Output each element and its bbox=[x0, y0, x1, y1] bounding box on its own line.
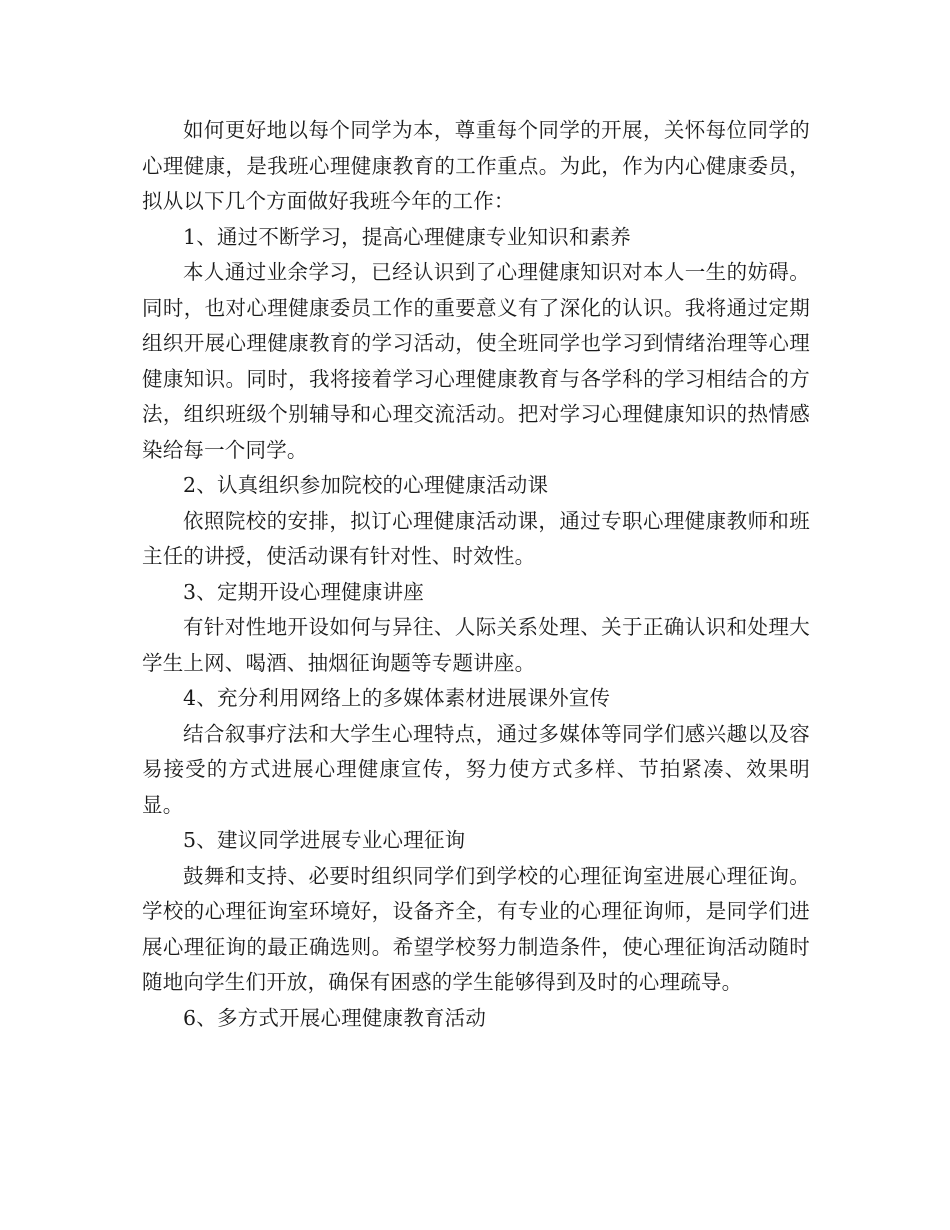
section-heading-4: 4、充分利用网络上的多媒体素材进展课外宣传 bbox=[183, 686, 611, 710]
document-body bbox=[142, 113, 810, 1036]
intro-paragraph: 如何更好地以每个同学为本，尊重每个同学的开展，关怀每位同学的心理健康，是我班心理健康教育的工作重点。为此，作为内心健康委员，拟从以下几个方面做好我班今年的工作： bbox=[142, 118, 810, 213]
section-heading-2: 2、认真组织参加院校的心理健康活动课 bbox=[183, 473, 549, 497]
section-paragraph-5: 鼓舞和支持、必要时组织同学们到学校的心理征询室进展心理征询。学校的心理征询室环境好，设备齐全，有专业的心理征询师，是同学们进展心理征询的最正确选则。希望学校努力制造条件，使心理征询活动随时随地向学生们开放，确保有困惑的学生能够得到及时的心理疏导。 bbox=[142, 863, 810, 994]
section-heading-5: 5、建议同学进展专业心理征询 bbox=[183, 828, 466, 852]
section-paragraph-2: 依照院校的安排，拟订心理健康活动课，通过专职心理健康教师和班主任的讲授，使活动课有针对性、时效性。 bbox=[142, 508, 810, 568]
section-paragraph-4: 结合叙事疗法和大学生心理特点，通过多媒体等同学们感兴趣以及容易接受的方式进展心理健康宣传，努力使方式多样、节拍紧凑、效果明显。 bbox=[142, 721, 810, 817]
section-heading-6: 6、多方式开展心理健康教育活动 bbox=[183, 1005, 487, 1030]
section-paragraph-1: 本人通过业余学习，已经认识到了心理健康知识对本人一生的妨碍。同时，也对心理健康委员工作的重要意义有了深化的认识。我将通过定期组织开展心理健康教育的学习活动，使全班同学也学习到情绪治理等心理健康知识。同时，我将接着学习心理健康教育与各学科的学习相结合的方法，组织班级个别辅导和心理交流活动。把对学习心理健康知识的热情感染给每一个同学。 bbox=[142, 260, 810, 462]
section-paragraph-3: 有针对性地开设如何与异往、人际关系处理、关于正确认识和处理大学生上网、喝酒、抽烟征询题等专题讲座。 bbox=[142, 615, 810, 675]
section-heading-1: 1、通过不断学习，提高心理健康专业知识和素养 bbox=[183, 224, 631, 249]
section-heading-3: 3、定期开设心理健康讲座 bbox=[183, 579, 424, 604]
